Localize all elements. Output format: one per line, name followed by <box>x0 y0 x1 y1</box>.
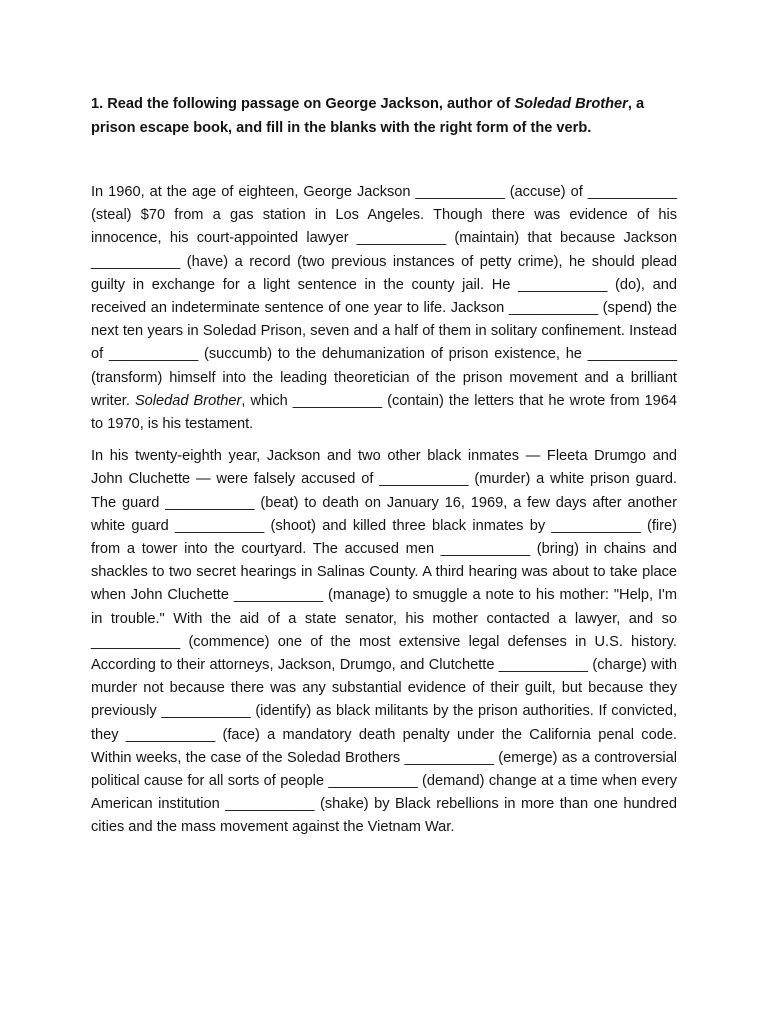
passage-paragraph-1 <box>91 181 677 436</box>
paragraph-1-text: In 1960, at the age of eighteen, George Jackson ___________ (accuse) of ___________ (steal) $70 from a gas station in Los Angeles. Though there was evidence of his innocence, his court-appointed lawyer ___________ (maintain) that because Jackson ___________ (have) a record (two previous instances of petty crime), he should plead guilty in exchange for a light sentence in the county jail. He ___________ (do), and received an indeterminate sentence of one year to life. Jackson ___________ (spend) the next ten years in Soledad Prison, seven and a half of them in solitary confinement. Instead of ___________ (succumb) to the dehumanization of prison existence, he ___________ (transform) himself into the leading theoretician of the prison movement and a brilliant writer. <box>91 184 677 409</box>
exercise-content <box>91 92 677 840</box>
paragraph-2-text: In his twenty-eighth year, Jackson and two other black inmates — Fleeta Drumgo and John Cluchette — were falsely accused of ___________ (murder) a white prison guard. The guard ___________ (beat) to death on January 16, 1969, a few days after another white guard ___________ (shoot) and killed three black inmates by ___________ (fire) from a tower into the courtyard. The accused men ___________ (bring) in chains and shackles to two secret hearings in Salinas County. A third hearing was about to take place when John Cluchette ___________ (manage) to smuggle a note to his mother: "Help, I'm in trouble." With the aid of a state senator, his mother contacted a lawyer, and so ___________ (commence) one of the most extensive legal defenses in U.S. history. According to their attorneys, Jackson, Drumgo, and Clutchette ___________ (charge) with murder not because there was any substantial evidence of their guilt, but because they previously ___________ (identify) as black militants by the prison authorities. If convicted, they ___________ (face) a mandatory death penalty under the California penal code. Within weeks, the case of the Soledad Brothers ___________ (emerge) as a controversial political cause for all sorts of people ___________ (demand) change at a time when every American institution ___________ (shake) by Black rebellions in more than one hundred cities and the mass movement against the Vietnam War. <box>91 448 677 836</box>
exercise-number: 1. <box>91 96 104 112</box>
passage-paragraph-2 <box>91 445 677 839</box>
paragraph-1-book-title: Soledad Brother <box>134 392 242 409</box>
instructions-text-end: , a prison escape book, and fill in the blanks with the right form of the verb. <box>91 96 645 136</box>
book-title: Soledad Brother <box>514 96 628 112</box>
exercise-instructions <box>91 92 677 140</box>
instructions-text: Read the following passage on George Jackson, author of <box>107 96 511 112</box>
paragraph-1-text-end: , which ___________ (contain) the letters that he wrote from 1964 to 1970, is his testament. <box>91 392 677 433</box>
